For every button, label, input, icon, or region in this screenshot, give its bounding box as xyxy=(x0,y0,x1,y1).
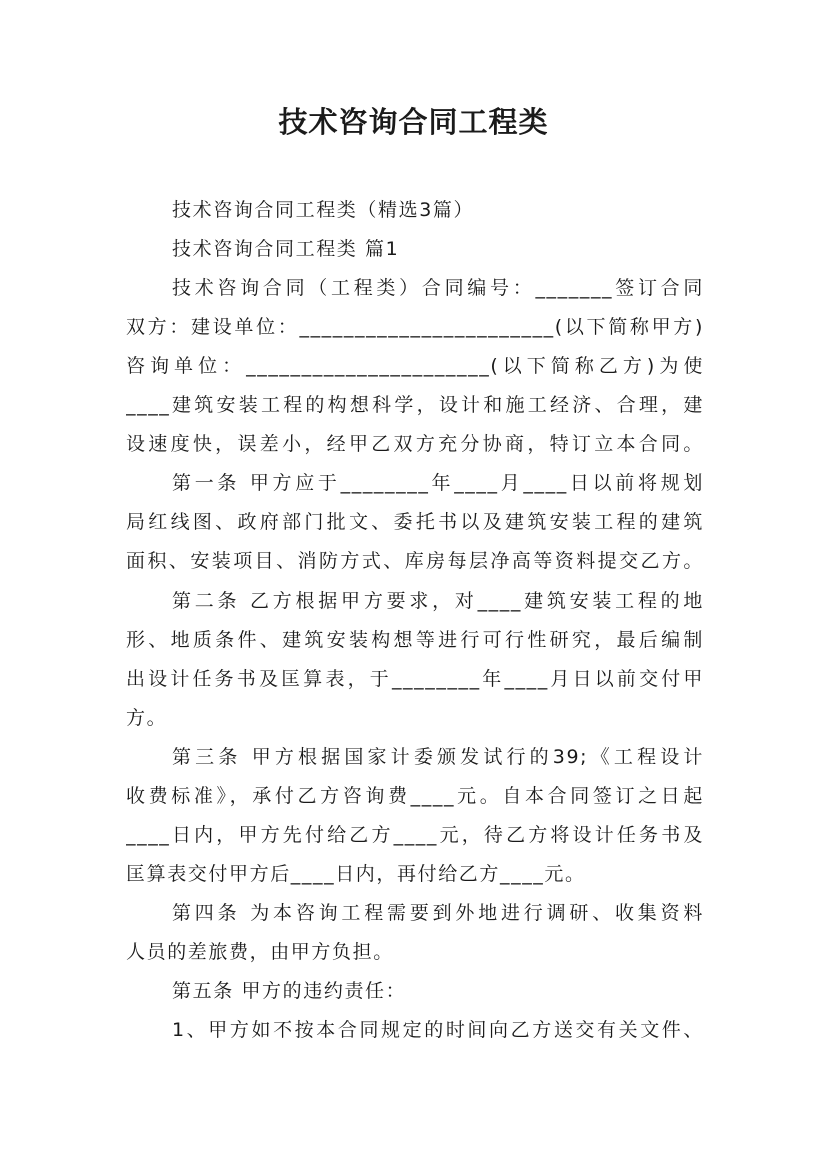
paragraph-line: ____建筑安装工程的构想科学，设计和施工经济、合理，建 xyxy=(126,394,704,416)
paragraph-line: 匡算表交付甲方后____日内，再付给乙方____元。 xyxy=(126,863,586,885)
paragraph-line: 形、地质条件、建筑安装构想等进行可行性研究，最后编制 xyxy=(126,629,704,651)
subtitle-line: 技术咨询合同工程类（精选3篇） xyxy=(172,199,475,221)
paragraph-line: 出设计任务书及匡算表，于________年____月日以前交付甲 xyxy=(126,668,704,690)
article-3-line: 第三条 甲方根据国家计委颁发试行的39;《工程设计 xyxy=(172,746,704,768)
paragraph-line: 局红线图、政府部门批文、委托书以及建筑安装工程的建筑 xyxy=(126,511,704,533)
clause-line: 1、甲方如不按本合同规定的时间向乙方送交有关文件、 xyxy=(172,1019,704,1041)
paragraph-line: 技术咨询合同（工程类）合同编号：_______签订合同 xyxy=(172,277,704,299)
paragraph-line: 人员的差旅费，由甲方负担。 xyxy=(126,941,394,963)
paragraph-line: 咨询单位：______________________(以下简称乙方)为使 xyxy=(126,355,704,377)
paragraph-line: 面积、安装项目、消防方式、库房每层净高等资料提交乙方。 xyxy=(126,550,704,572)
paragraph-line: 收费标准》，承付乙方咨询费____元。自本合同签订之日起 xyxy=(126,785,704,807)
article-2-line: 第二条 乙方根据甲方要求，对____建筑安装工程的地 xyxy=(172,590,704,612)
article-4-line: 第四条 为本咨询工程需要到外地进行调研、收集资料 xyxy=(172,902,704,924)
paragraph-line: ____日内，甲方先付给乙方____元，待乙方将设计任务书及 xyxy=(126,824,704,846)
article-1-line: 第一条 甲方应于________年____月____日以前将规划 xyxy=(172,472,704,494)
document-title: 技术咨询合同工程类 xyxy=(278,105,549,139)
paragraph-line: 设速度快，误差小，经甲乙双方充分协商，特订立本合同。 xyxy=(126,433,704,455)
article-5-line: 第五条 甲方的违约责任： xyxy=(172,980,407,1002)
section-heading: 技术咨询合同工程类 篇1 xyxy=(172,238,400,260)
paragraph-line: 双方：建设单位：_______________________(以下简称甲方) xyxy=(126,316,704,338)
paragraph-line: 方。 xyxy=(126,707,168,729)
